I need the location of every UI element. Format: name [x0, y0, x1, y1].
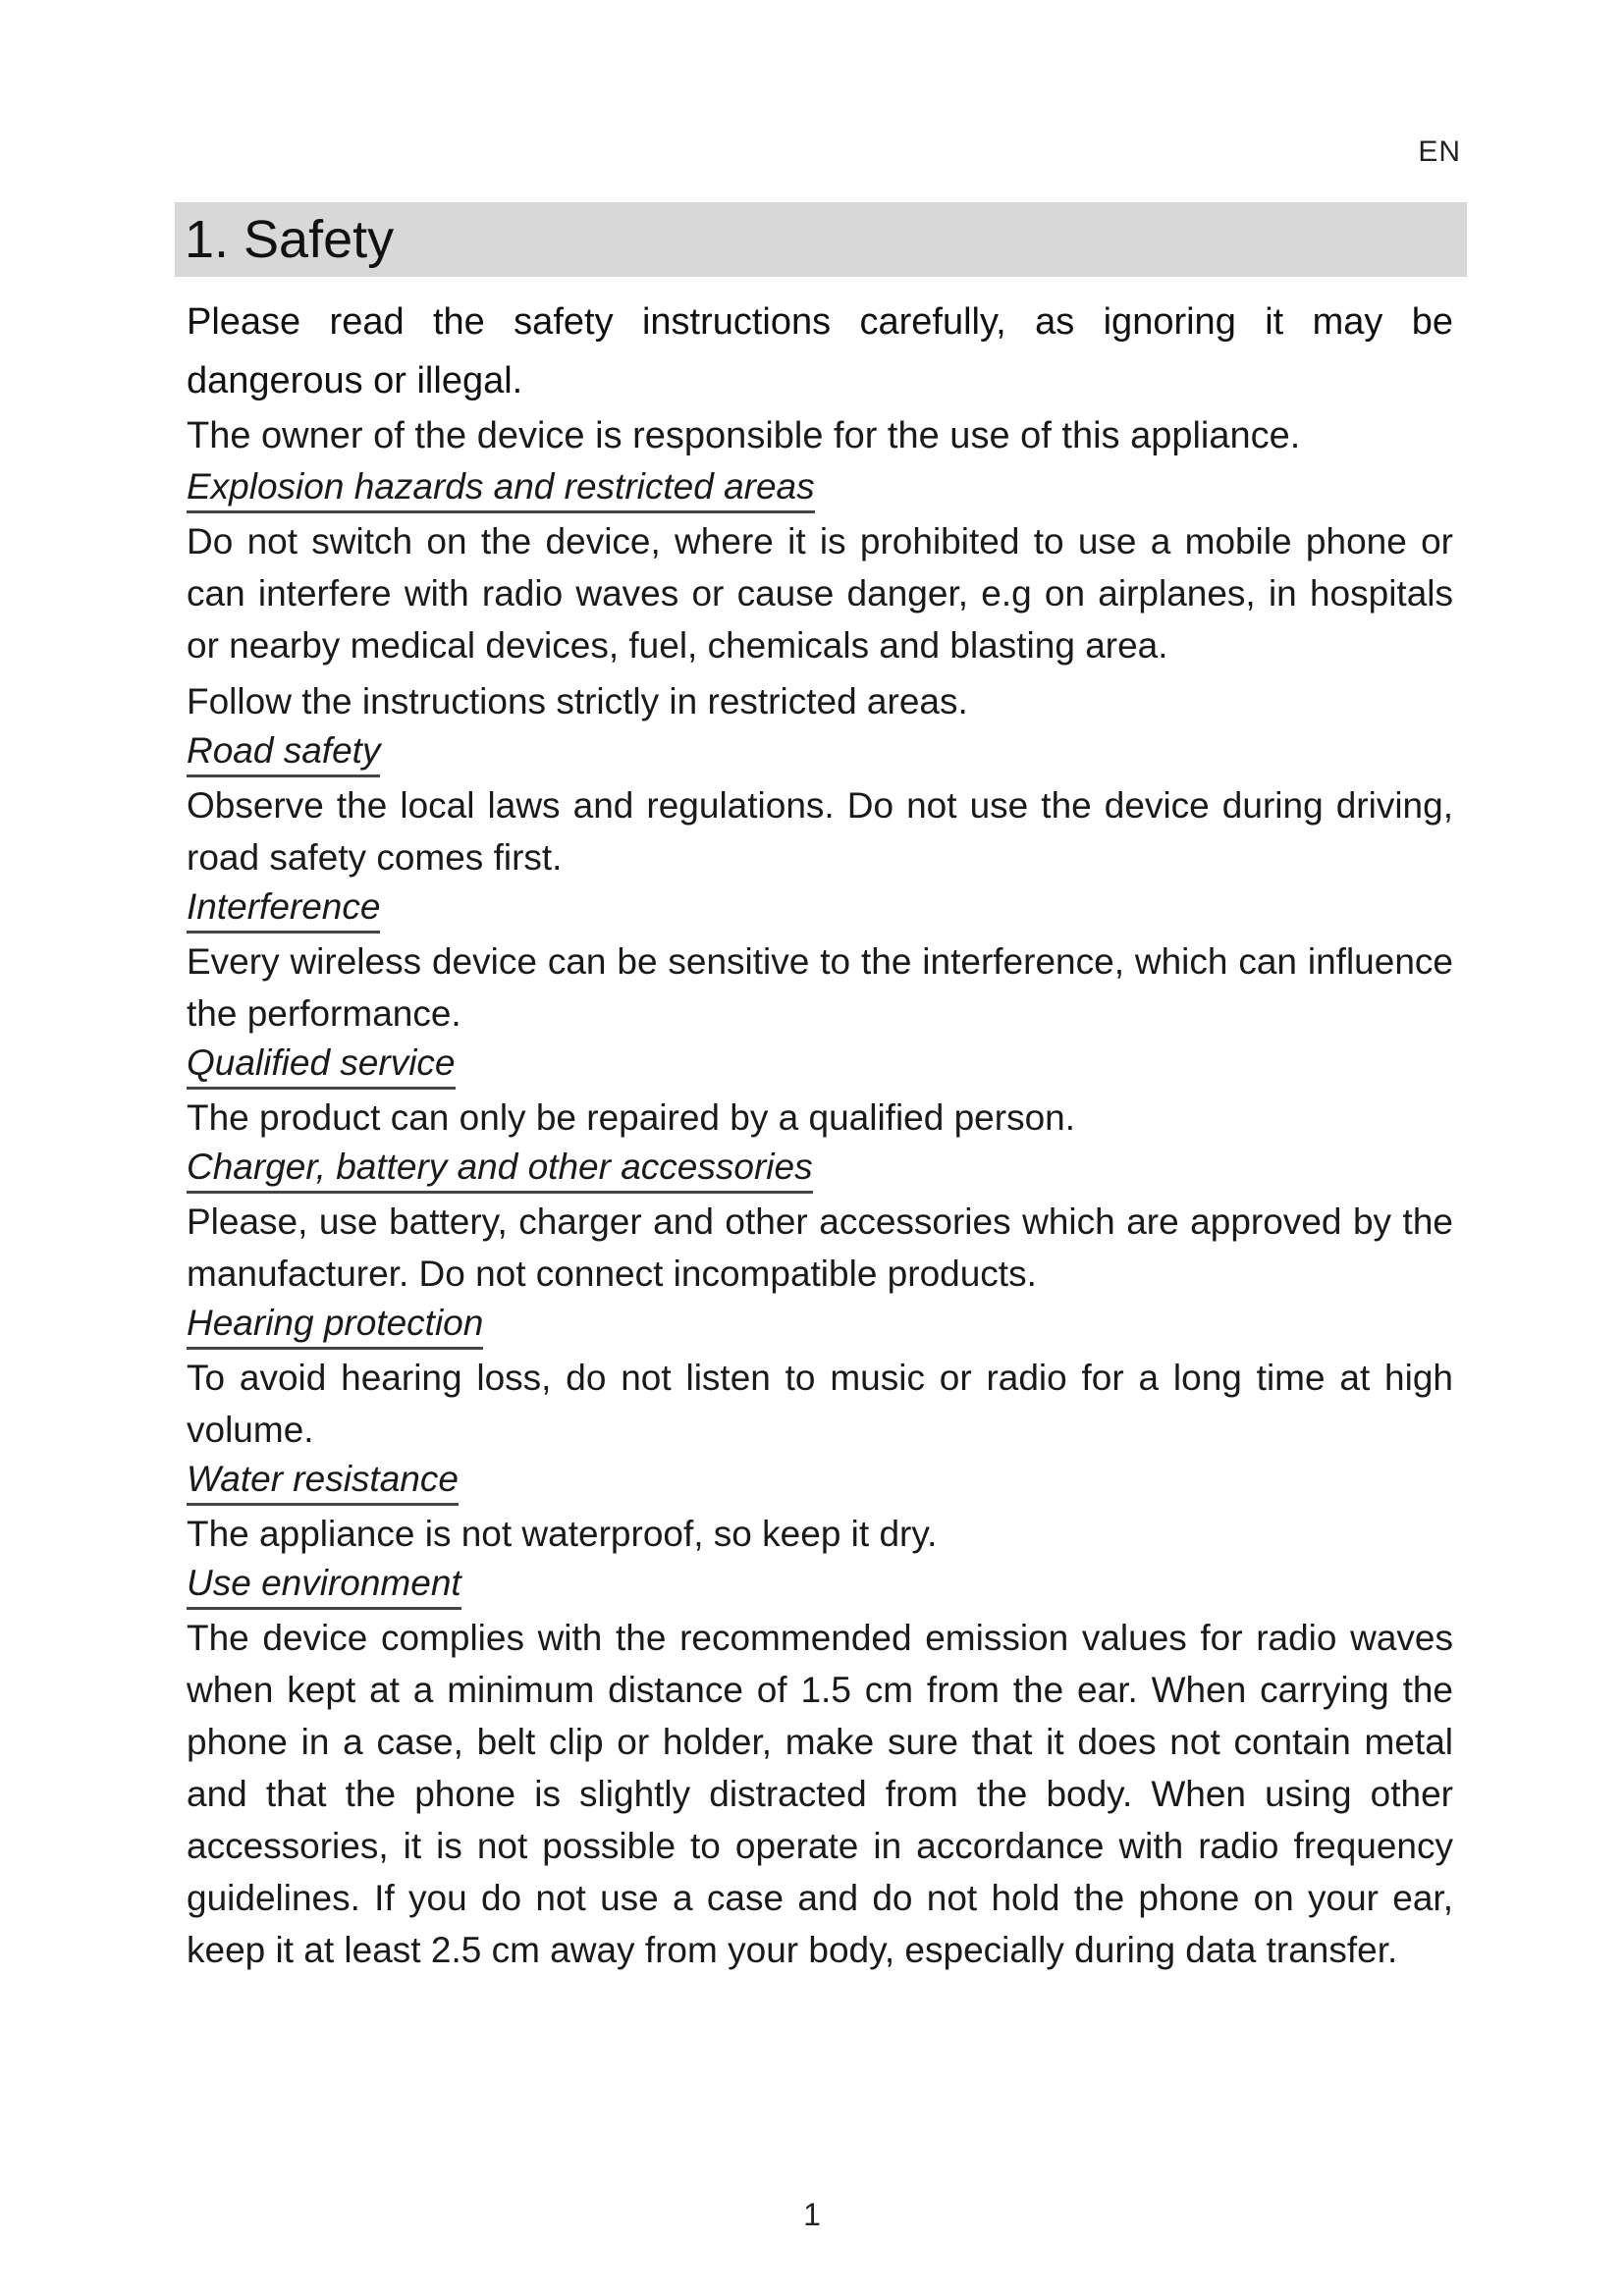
section-paragraph: Every wireless device can be sensitive to the interference, which can influence the performance. [187, 941, 1453, 1034]
content [187, 293, 1453, 1976]
section-use-environment [187, 1560, 1453, 1976]
section-heading: Charger, battery and other accessories [187, 1144, 813, 1194]
section-interference [187, 883, 1453, 1040]
intro-warning: Please read the safety instructions carefully, as ignoring it may be dangerous or illegal. [187, 301, 1453, 401]
title-bar [175, 202, 1467, 277]
section-heading: Use environment [187, 1560, 461, 1610]
section-heading: Explosion hazards and restricted areas [187, 463, 815, 513]
section-paragraph: The product can only be repaired by a qualified person. [187, 1097, 1076, 1138]
section-explosion-hazards [187, 463, 1453, 727]
section-water-resistance [187, 1456, 1453, 1560]
section-paragraph: The appliance is not waterproof, so keep it dry. [187, 1514, 938, 1554]
section-paragraph: Do not switch on the device, where it is prohibited to use a mobile phone or can interfere with radio waves or cause danger, e.g on airplanes, in hospitals or nearby medical devices, fuel, chemicals and blasting area. [187, 521, 1453, 666]
section-road-safety [187, 727, 1453, 883]
page-number: 1 [803, 2197, 821, 2232]
owner-responsibility: The owner of the device is responsible for the use of this appliance. [187, 415, 1301, 456]
section-charger-battery [187, 1144, 1453, 1300]
section-paragraph: The device complies with the recommended emission values for radio waves when kept at a minimum distance of 1.5 cm from the ear. When carrying the phone in a case, belt clip or holder, make sure that it does not contain metal and that the phone is slightly distracted from the body. When using other accessories, it is not possible to operate in accordance with radio frequency guidelines. If you do not use a case and do not hold the phone on your ear, keep it at least 2.5 cm away from your body, especially during data transfer. [187, 1618, 1453, 1970]
section-heading: Water resistance [187, 1456, 459, 1506]
section-paragraph: Observe the local laws and regulations. Do not use the device during driving, road safety comes first. [187, 785, 1453, 878]
section-hearing-protection [187, 1300, 1453, 1456]
section-heading: Hearing protection [187, 1300, 483, 1350]
page-title: 1. Safety [185, 210, 395, 269]
language-label: EN [1418, 135, 1461, 168]
section-qualified-service [187, 1040, 1453, 1144]
section-paragraph: To avoid hearing loss, do not listen to music or radio for a long time at high volume. [187, 1358, 1453, 1450]
section-paragraph: Please, use battery, charger and other accessories which are approved by the manufacturer. Do not connect incompatible products. [187, 1201, 1453, 1294]
section-heading: Interference [187, 883, 380, 934]
section-heading: Road safety [187, 727, 380, 777]
section-heading: Qualified service [187, 1040, 456, 1090]
section-paragraph: Follow the instructions strictly in restricted areas. [187, 681, 968, 721]
